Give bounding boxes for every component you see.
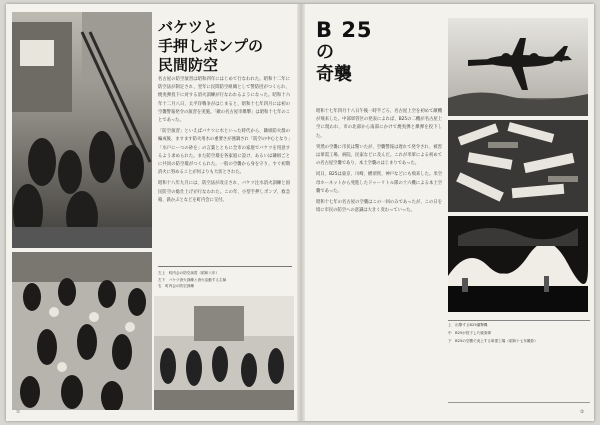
body-paragraph: 「防空演習」といえばバケツに水といった時代から、隣組防火群の編成後、ますます防火用水の重要さが強調され「防空の中心となり」「水戸にーつの砂を」の言葉とともに全市の家庭でバケツを用意するよう求められた。また防空壕を各家庭に設け、あるいは隣組ごとに共同の防空壕がつくられた。一般の空襲から身を守り、すぐ初期消火に努めることが何よりも大切とされた。	[158, 129, 290, 176]
photo-image	[448, 216, 588, 312]
photo-caption: 右 町内会の防空訓練	[158, 284, 194, 289]
photo-b25-bomber	[448, 18, 588, 116]
page-number-right: ②	[580, 410, 585, 415]
photo-image	[448, 120, 588, 212]
photo-incendiary-bombs	[448, 120, 588, 212]
body-paragraph: 名古屋の防空演習は昭和四年にはじめて行なわれた。昭和十二年に防空法が制定され、翌年に民間防空組織として警防団がつくられ、焼夷弾投下に対する消火訓練が行なわれるようになった。昭和十六年十二月八日、太平洋戦争がはじまると、昭和十七年四月には初の空襲警報発令の演習を実施。「敵の名古屋市爆撃」は昭和十七年のことであった。	[158, 77, 290, 124]
right-page-captions	[448, 318, 590, 345]
photo-image	[448, 18, 588, 116]
body-paragraph: 昭和十八年九月には、防空法が改正され、バケツ注水消火訓練と国民防空の総仕上げが行なわれた。この年、小型手押しポンプ、救急箱、鉄かぶとなどを町内会に交付。	[158, 181, 290, 203]
photo-image	[12, 12, 152, 248]
right-title-line: の	[316, 42, 334, 63]
right-title-line: B 25	[316, 18, 373, 42]
left-page-body	[158, 76, 290, 208]
photo-image	[154, 296, 294, 410]
left-title-line: 民間防空	[158, 56, 219, 74]
photo-caption: 下 B25の空襲で炎上する軍需工場（昭和十七年撮影）	[448, 339, 538, 343]
body-paragraph: 昭和十七年四月十八日午後一時半ごろ、名古屋上空を初めて敵機が飛来した。中部軍管区の発表によれば、B25の二機が名古屋上空に現われ、市の北部から南部にかけて焼夷弾と爆弾を投下した。	[316, 109, 442, 139]
photo-neighborhood-drill	[154, 296, 294, 410]
body-paragraph: 昭和十七年の名古屋の空襲はこの一回のみであったが、この日を境に市民の防空への意識は大きく変わっていった。	[316, 200, 442, 214]
bottom-rule	[448, 402, 590, 403]
photo-caption: 左下 バケツ消火訓練と消火活動する主婦	[158, 277, 227, 282]
left-page-captions	[158, 266, 292, 290]
body-paragraph: 同日、B25は東京、川崎、横須賀、神戸などにも飛来した。米空母ホーネットから発進したドゥーリトル隊の十六機による本土空襲であった。	[316, 172, 442, 194]
right-page-title	[316, 18, 376, 86]
left-title-line: バケツと	[158, 18, 218, 36]
photo-image	[12, 252, 152, 410]
photo-bucket-relay	[12, 252, 152, 410]
page-number-left: ①	[16, 410, 21, 415]
photo-caption: 上 出撃するB25爆撃機	[448, 323, 488, 327]
photo-caption: 中 B25が投下した焼夷弾	[448, 331, 491, 335]
photo-civil-defense-drill	[12, 12, 152, 248]
left-title-line: 手押しポンプの	[158, 37, 264, 55]
right-title-line: 奇襲	[316, 64, 352, 85]
left-page-title	[158, 18, 288, 75]
body-paragraph: 突然の空襲に市民は驚いたが、空襲警報は遅れて発令され、被害は軍需工場、病院、民家などに及んだ。これが米軍による初めての名古屋空襲であり、本土空襲のはじまりであった。	[316, 144, 442, 167]
book-spread	[6, 4, 594, 421]
book-gutter	[297, 4, 305, 421]
photo-burning-factory	[448, 216, 588, 312]
photo-caption: 左上 町内会の防空演習（昭和八年）	[158, 271, 220, 275]
right-page-body	[316, 108, 442, 218]
